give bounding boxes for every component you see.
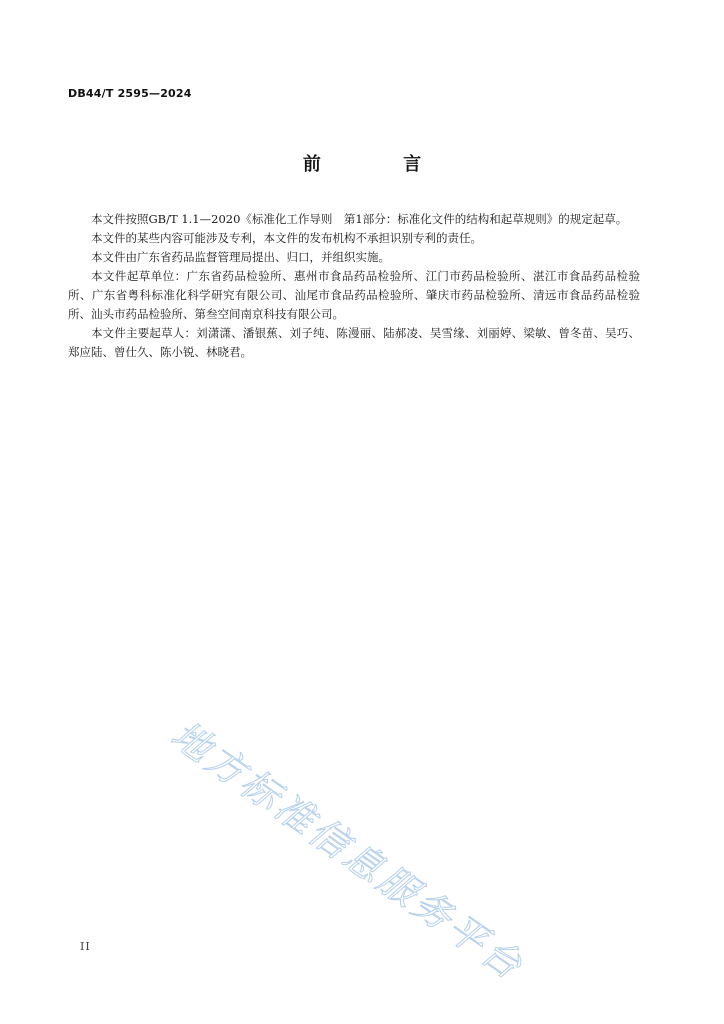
page-title: 前 言 (302, 154, 460, 175)
document-code: DB44/T 2595—2024 (68, 87, 192, 100)
paragraph-drafters: 本文件主要起草人：刘潇潇、潘银蕉、刘子纯、陈漫丽、陆郝凌、吴雪缘、刘丽婷、梁敏、曾冬苗、吴巧、郑应陆、曾仕久、陈小锐、林晓君。 (68, 326, 640, 359)
paragraph-drafting-units: 本文件起草单位：广东省药品检验所、惠州市食品药品检验所、江门市药品检验所、湛江市食品药品检验所、广东省粤科标准化科学研究有限公司、汕尾市食品药品检验所、肇庆市药品检验所、清远市食品药品检验所、汕头市药品检验所、第叁空间南京科技有限公司。 (68, 269, 640, 321)
page-number: II (80, 940, 91, 953)
foreword-body (68, 210, 640, 362)
paragraph-drafting-rules: 本文件按照GB/T 1.1—2020《标准化工作导则 第1部分：标准化文件的结构和起草规则》的规定起草。 (91, 212, 628, 226)
paragraph-patent-notice: 本文件的某些内容可能涉及专利，本文件的发布机构不承担识别专利的责任。 (91, 231, 482, 245)
watermark: 地方标准信息服务平台 (163, 712, 533, 990)
paragraph-proposer: 本文件由广东省药品监督管理局提出、归口，并组织实施。 (91, 250, 390, 264)
